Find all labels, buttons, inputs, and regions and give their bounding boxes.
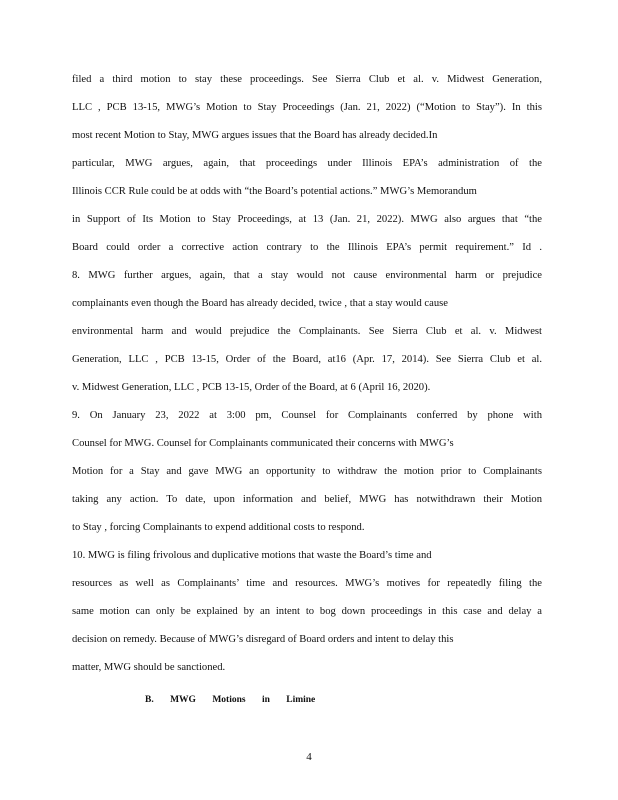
text-line: Illinois CCR Rule could be at odds with “the Board’s potential actions.” MWG’s Memorandum [72, 186, 477, 197]
text-line: complainants even though the Board has already decided, twice , that a stay would cause [72, 298, 448, 309]
page-number: 4 [306, 751, 312, 763]
text-line: LLC , PCB 13-15, MWG’s Motion to Stay Proceedings (Jan. 21, 2022) (“Motion to Stay”). In this [72, 102, 542, 113]
text-line: Generation, LLC , PCB 13-15, Order of the Board, at16 (Apr. 17, 2014). See Sierra Club et al. [72, 354, 542, 365]
text-line: Board could order a corrective action contrary to the Illinois EPA’s permit requirement.” Id . [72, 242, 542, 253]
text-line: decision on remedy. Because of MWG’s disregard of Board orders and intent to delay this [72, 634, 454, 645]
text-line: most recent Motion to Stay, MWG argues issues that the Board has already decided.In [72, 130, 438, 141]
text-line: environmental harm and would prejudice the Complainants. See Sierra Club et al. v. Midwest [72, 326, 542, 337]
section-heading: B. MWG Motions in Limine [145, 695, 316, 705]
text-line: same motion can only be explained by an intent to bog down proceedings in this case and delay a [72, 606, 542, 617]
text-line: filed a third motion to stay these proceedings. See Sierra Club et al. v. Midwest Generation, [72, 74, 542, 85]
text-line: matter, MWG should be sanctioned. [72, 662, 226, 673]
text-line: 10. MWG is filing frivolous and duplicative motions that waste the Board’s time and [72, 550, 432, 561]
text-line: 8. MWG further argues, again, that a stay would not cause environmental harm or prejudice [72, 270, 542, 281]
text-line: Motion for a Stay and gave MWG an opportunity to withdraw the motion prior to Complainants [72, 466, 542, 477]
text-line: taking any action. To date, upon information and belief, MWG has notwithdrawn their Motion [72, 494, 542, 505]
text-line: to Stay , forcing Complainants to expend additional costs to respond. [72, 522, 365, 533]
text-line: in Support of Its Motion to Stay Proceedings, at 13 (Jan. 21, 2022). MWG also argues that “the [72, 214, 542, 225]
text-line: Counsel for MWG. Counsel for Complainants communicated their concerns with MWG’s [72, 438, 454, 449]
text-line: 9. On January 23, 2022 at 3:00 pm, Counsel for Complainants conferred by phone with [72, 410, 542, 421]
text-line: resources as well as Complainants’ time and resources. MWG’s motives for repeatedly filing the [72, 578, 542, 589]
text-line: v. Midwest Generation, LLC , PCB 13-15, Order of the Board, at 6 (April 16, 2020). [72, 382, 431, 393]
text-line: particular, MWG argues, again, that proceedings under Illinois EPA’s administration of the [72, 158, 542, 169]
